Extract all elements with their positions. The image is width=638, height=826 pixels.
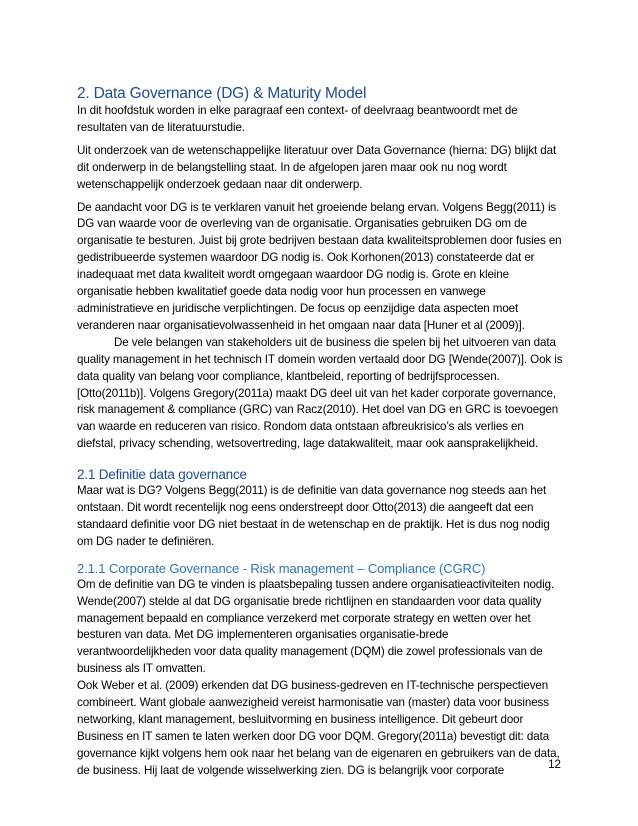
chapter-paragraph-1: In dit hoofdstuk worden in elke paragraaf een context- of deelvraag beantwoordt met de resultaten van de literatuurstudie.	[77, 104, 518, 134]
section-2-1-1-paragraph-1: Om de definitie van DG te vinden is plaatsbepaling tussen andere organisatieactiviteiten nodig. Wende(2007) stelde al dat DG organisatie brede richtlijnen en standaarden voor data quality management bepaald en compliance verzekerd met corporate strategy en wetten over het besturen van data. Met DG implementeren organisaties organisatie-brede verantwoordelijkheden voor data quality management (DQM) die zowel professionals van de business als IT omvatten.	[77, 577, 555, 676]
chapter-paragraph-3: De aandacht voor DG is te verklaren vanuit het groeiende belang ervan. Volgens Begg(2011) is DG van waarde voor de overleving van de organisatie. Organisaties gebruiken DG om de organisatie te besturen. Juist bij grote bedrijven bestaan data kwaliteitsproblemen door fusies en gedistribueerde systemen waardoor DG nodig is. Ook Korhonen(2013) constateerde dat er inadequaat met data kwaliteit wordt omgegaan waardoor DG nodig is. Grote en kleine organisatie hebben kwalitatief goede data nodig voor hun processen en vanwege administratieve en juridische verplichtingen. De focus op eenzijdige data aspecten moet veranderen naar organisatievolwassenheid in het omgaan naar data [Huner et al (2009)].	[77, 200, 562, 332]
chapter-paragraph-2: Uit onderzoek van de wetenschappelijke literatuur over Data Governance (hierna: DG) blijkt dat dit onderwerp in de belangstelling staat. In de afgelopen jaren maar ook nu nog wordt wetenschappelijk onderzoek gedaan naar dit onderwerp.	[77, 143, 557, 191]
section-2-1-1-title: 2.1.1 Corporate Governance - Risk management – Compliance (CGRC)	[77, 560, 486, 576]
section-2-1-paragraph-1: Maar wat is DG? Volgens Begg(2011) is de definitie van data governance nog steeds aan het ontstaan. Dit wordt recentelijk nog eens onderstreept door Otto(2013) die aangeeft dat een standaard definitie voor DG niet bestaat in de wetenschap en de praktijk. Het is dus nog nodig om DG nader te definiëren.	[77, 484, 550, 548]
section-2-1-1-paragraph-2: Ook Weber et al. (2009) erkenden dat DG business-gedreven en IT-technische perspectieven combineert. Want globale aanwezigheid vereist harmonisatie van (master) data voor business networking, klant management, besluitvorming en business intelligence. Dit gebeurt door Business en IT samen te laten werken door DG voor DQM. Gregory(2011a) bevestigt dit: data governance kijkt volgens hem ook naar het belang van de eigenaren en gebruikers van de data, de business. Hij laat de volgende wisselwerking zien. DG is belangrijk voor corporate	[77, 679, 560, 777]
chapter-paragraph-4: De vele belangen van stakeholders uit de business die spelen bij het uitvoeren van data quality management in het technisch IT domein worden vertaald door DG [Wende(2007)]. Ook is data quality van belang voor compliance, klantbeleid, reporting of bedrijfsprocessen. [Otto(2011b)]. Volgens Gregory(2011a) maakt DG deel uit van het kader corporate governance, risk management & compliance (GRC) van Racz(2010). Het doel van DG en GRC is toevoegen van waarde en reduceren van risico. Rondom data ontstaan afbreukrisico’s als verlies en diefstal, privacy schending, wetsovertreding, lage datakwaliteit, maar ook aansprakelijkheid.	[77, 335, 563, 451]
page-number: 12	[548, 758, 561, 771]
section-2-1-title: 2.1 Definitie data governance	[77, 467, 247, 483]
chapter-title: 2. Data Governance (DG) & Maturity Model	[77, 85, 367, 102]
page-content	[77, 84, 564, 780]
